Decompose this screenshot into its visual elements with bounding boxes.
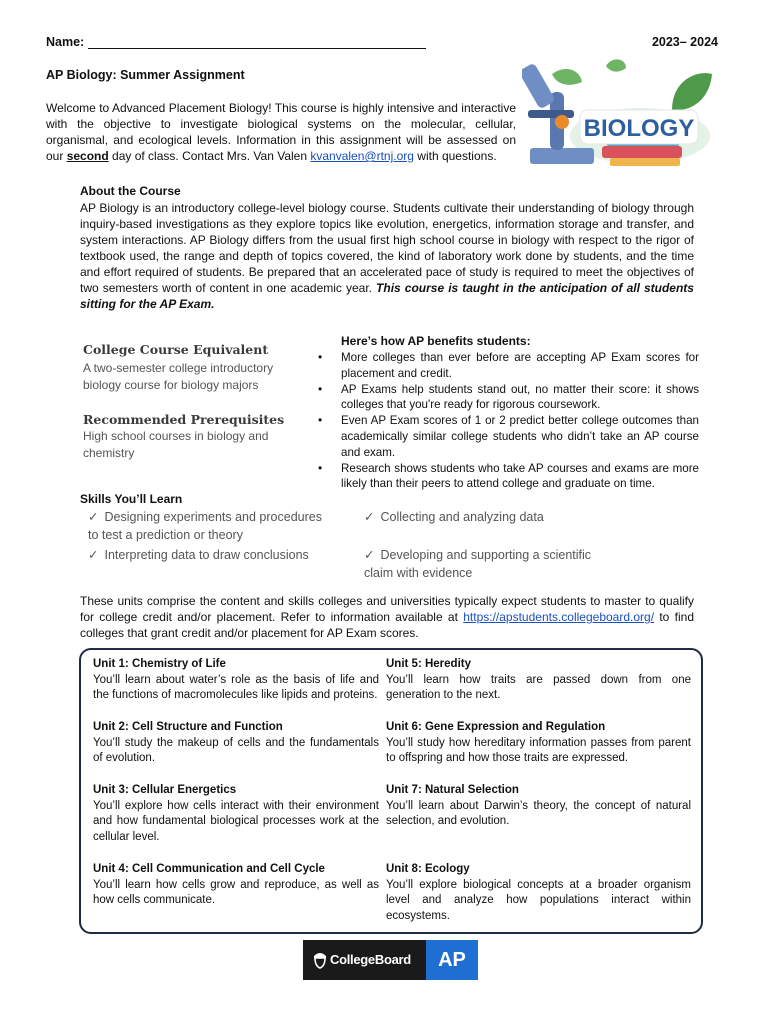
unit-title: Unit 6: Gene Expression and Regulation <box>386 721 606 733</box>
unit-description: You’ll learn how traits are passed down from one generation to the next. <box>386 673 691 701</box>
unit-description: You’ll study how hereditary information passes from parent to offspring and how those traits are expressed. <box>386 736 691 764</box>
unit-title: Unit 8: Ecology <box>386 863 470 875</box>
unit-title: Unit 3: Cellular Energetics <box>93 784 237 796</box>
microscope-base <box>530 148 594 164</box>
microscope-knob <box>555 115 569 129</box>
second-day-emphasis: second <box>66 149 109 163</box>
unit-description: You’ll explore biological concepts at a broader organism level and analyze how populations interact within ecosystems. <box>386 878 691 922</box>
name-blank-line <box>88 36 426 49</box>
collegeboard-link[interactable]: https://apstudents.collegeboard.org/ <box>463 610 655 624</box>
unit-5 <box>386 657 691 704</box>
list-item: • Research shows students who take AP courses and exams are more likely than their peers to attend college and graduate on time. <box>318 461 699 493</box>
unit-6 <box>386 720 691 767</box>
unit-8 <box>386 862 691 924</box>
skill-item: ✓ Designing experiments and procedures to test a prediction or theory <box>88 510 322 542</box>
leaf-icon <box>606 59 626 71</box>
unit-description: You’ll learn how cells grow and reproduce, as well as how cells communicate. <box>93 878 379 906</box>
unit-2 <box>93 720 379 767</box>
college-course-equivalent-heading: College Course Equivalent <box>83 342 269 357</box>
list-item: • More colleges than ever before are accepting AP Exam scores for placement and credit. <box>318 350 699 382</box>
college-course-equivalent-text: A two-semester college introductory biology course for biology majors <box>83 361 274 392</box>
list-item: • Even AP Exam scores of 1 or 2 predict better college outcomes than academically similar college students who didn’t take an AP course and exam. <box>318 413 699 460</box>
biology-microscope-illustration <box>522 52 722 170</box>
unit-3 <box>93 783 379 845</box>
recommended-prerequisites-heading: Recommended Prerequisites <box>83 412 285 427</box>
unit-7 <box>386 783 691 830</box>
checkmark-icon: ✓ <box>88 548 99 562</box>
about-emphasis: This course is taught in the anticipation of all students sitting for the AP Exam. <box>80 281 694 311</box>
about-paragraph: AP Biology is an introductory college-level biology course. Students cultivate their understanding of biology through inquiry-based investigations as they explore topics like evolution, energetics, information storage and transfer, and system interactions. AP Biology differs from the usual first high school course in biology with respect to the rigor of textbook used, the range and depth of topics covered, the kind of laboratory work done by students, and the time and effort required of students. Be prepared that an accelerated pace of study is required to meet the objectives of two semesters worth of content in one academic year. This course is taught in the anticipation of all students sitting for the AP Exam. <box>80 201 694 311</box>
skill-item: ✓ Collecting and analyzing data <box>364 510 544 524</box>
unit-title: Unit 2: Cell Structure and Function <box>93 721 283 733</box>
checkmark-icon: ✓ <box>364 548 375 562</box>
book-icon <box>602 146 682 158</box>
skills-heading: Skills You’ll Learn <box>80 492 183 506</box>
leaf-icon <box>672 73 712 110</box>
unit-4 <box>93 862 379 909</box>
benefits-list <box>318 350 699 492</box>
list-item: • AP Exams help students stand out, no matter their score: it shows colleges that you're ready for rigorous coursework. <box>318 382 699 414</box>
ap-logo: AP <box>426 940 478 980</box>
unit-description: You’ll learn about Darwin’s theory, the concept of natural selection, and evolution. <box>386 799 691 827</box>
skill-item: ✓ Interpreting data to draw conclusions <box>88 548 309 562</box>
book-icon <box>610 158 680 166</box>
name-field: Name: <box>46 35 426 49</box>
biology-label: BIOLOGY <box>583 115 695 142</box>
checkmark-icon: ✓ <box>364 510 375 524</box>
page-title: AP Biology: Summer Assignment <box>46 68 245 82</box>
skill-item: ✓ Developing and supporting a scientific claim with evidence <box>364 548 592 580</box>
unit-1 <box>93 657 379 704</box>
unit-description: You’ll study the makeup of cells and the fundamentals of evolution. <box>93 736 379 764</box>
about-heading: About the Course <box>80 184 181 198</box>
collegeboard-wordmark: CollegeBoard <box>330 952 411 967</box>
leaf-icon <box>552 69 582 85</box>
contact-email-link[interactable]: kvanvalen@rtnj.org <box>310 149 414 163</box>
unit-title: Unit 7: Natural Selection <box>386 784 519 796</box>
checkmark-icon: ✓ <box>88 510 99 524</box>
welcome-paragraph: Welcome to Advanced Placement Biology! This course is highly intensive and interactive with the objective to investigate biological systems on the molecular, cellular, organismal, and ecological levels. Information in this assignment will be assessed on our second day of class. Contact Mrs. Van Valen kvanvalen@rtnj.org with questions. <box>46 101 516 163</box>
microscope-stage <box>528 110 574 118</box>
unit-title: Unit 4: Cell Communication and Cell Cycle <box>93 863 325 875</box>
recommended-prerequisites-text: High school courses in biology and chemistry <box>83 429 269 460</box>
units-intro-paragraph: These units comprise the content and skills colleges and universities typically expect students to master to qualify for college credit and/or placement. Refer to information available at https://apstudents.collegeboard.org/ to find colleges that grant credit and/or placement for AP Exam scores. <box>80 594 694 640</box>
unit-description: You’ll explore how cells interact with their environment and how fundamental biological processes work at the cellular level. <box>93 799 379 843</box>
unit-title: Unit 1: Chemistry of Life <box>93 658 226 670</box>
school-year: 2023– 2024 <box>651 35 718 49</box>
unit-title: Unit 5: Heredity <box>386 658 471 670</box>
acorn-icon <box>312 949 328 969</box>
benefits-heading: Here’s how AP benefits students: <box>341 334 531 348</box>
microscope-tube <box>522 62 556 109</box>
unit-description: You’ll learn about water’s role as the basis of life and the functions of macromolecules like lipids and proteins. <box>93 673 379 701</box>
